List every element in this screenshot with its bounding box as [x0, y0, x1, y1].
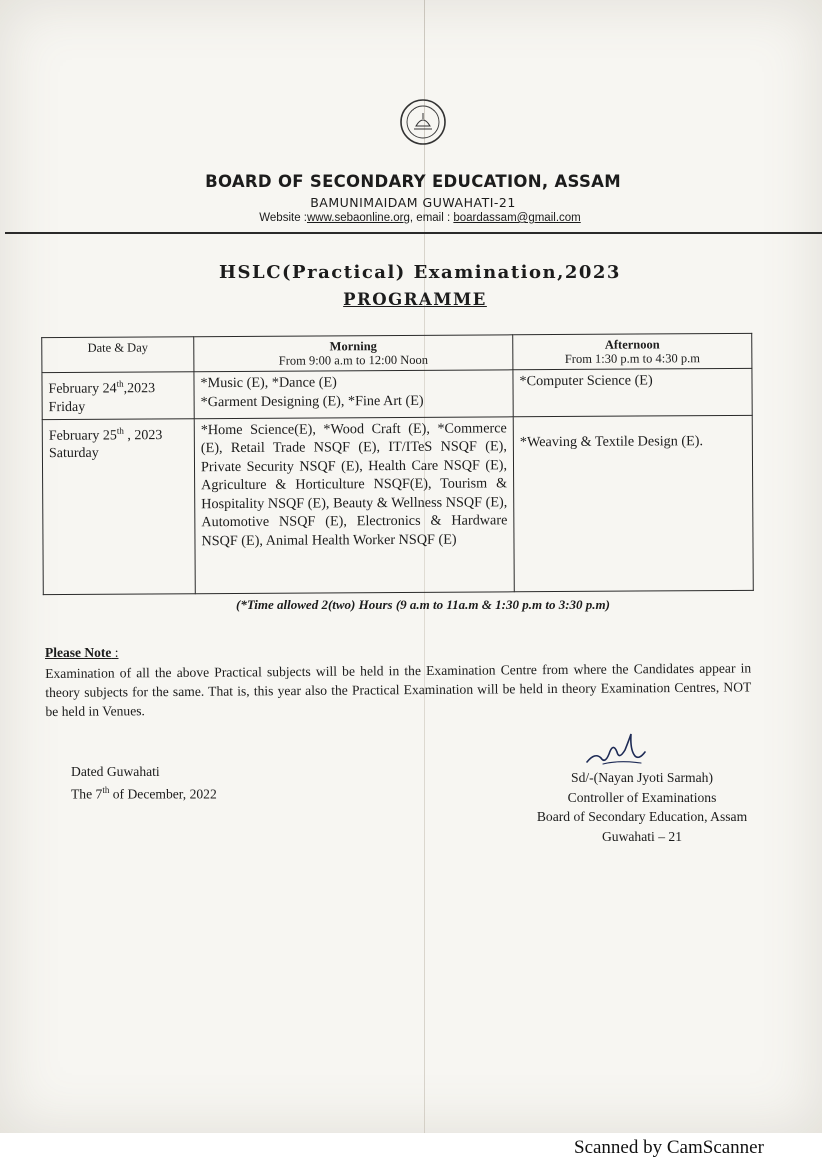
col-header-afternoon: Afternoon From 1:30 p.m to 4:30 p.m — [513, 333, 752, 369]
signatory-org: Board of Secondary Education, Assam — [536, 809, 748, 824]
org-name: BOARD OF SECONDARY EDUCATION, ASSAM — [205, 172, 621, 191]
programme-title: PROGRAMME — [343, 290, 487, 309]
email-prefix: , email : — [409, 212, 454, 224]
time-allowed-note: (*Time allowed 2(two) Hours (9 a.m to 11a.m & 1:30 p.m to 3:30 p.m) — [236, 597, 610, 612]
org-address: BAMUNIMAIDAM GUWAHATI-21 — [310, 195, 516, 210]
website-link[interactable]: www.sebaonline.org — [306, 212, 410, 224]
afternoon-cell: *Computer Science (E) — [513, 368, 752, 416]
col-header-date: Date & Day — [42, 337, 194, 373]
dated-block — [71, 762, 217, 804]
org-contact — [0, 212, 826, 224]
dated-date: The 7th of December, 2022 — [71, 785, 217, 802]
dated-place: Dated Guwahati — [71, 764, 160, 779]
morning-cell: *Music (E), *Dance (E) *Garment Designing (E), *Fine Art (E) — [194, 370, 513, 419]
signatory-name: Sd/-(Nayan Jyoti Sarmah) — [571, 770, 713, 785]
scanner-watermark: Scanned by CamScanner — [574, 1137, 764, 1158]
schedule-table — [41, 333, 754, 595]
table-header-row — [42, 333, 752, 372]
signatory-block — [522, 768, 762, 846]
col-header-morning: Morning From 9:00 a.m to 12:00 Noon — [194, 335, 513, 372]
signatory-title: Controller of Examinations — [567, 789, 717, 805]
exam-title: HSLC(Practical) Examination,2023 — [219, 262, 621, 283]
date-cell: February 24th,2023 Friday — [42, 372, 194, 420]
email-link[interactable]: boardassam@gmail.com — [453, 212, 581, 224]
morning-cell: *Home Science(E), *Wood Craft (E), *Commerce (E), Retail Trade NSQF (E), IT/ITeS NSQF (E), Private Security NSQF (E), Health Care NSQF (E), Agriculture & Horticulture NSQF(E), Tourism & Hospitality NSQF (E), Beauty & Wellness NSQF (E), Automotive NSQF (E), Electronics & Hardware NSQF (E), Animal Health Worker NSQF (E) — [194, 416, 514, 593]
date-cell: February 25th , 2023 Saturday — [42, 418, 195, 594]
afternoon-cell: *Weaving & Textile Design (E). — [513, 415, 753, 591]
note-heading: Please Note : — [45, 645, 119, 660]
signatory-city: Guwahati – 21 — [601, 828, 683, 844]
website-prefix: Website : — [259, 212, 307, 224]
header-rule — [5, 232, 822, 234]
note-body: Examination of all the above Practical subjects will be held in the Examination Centre from where the Candidates appear in theory subjects for the same. That is, this year also the Practical Examination will be held in theory Examination Centres, NOT be held in Venues. — [45, 660, 752, 719]
table-row — [42, 368, 752, 419]
table-row — [42, 415, 753, 594]
handwritten-signature — [583, 730, 653, 770]
seba-emblem-icon — [392, 96, 454, 148]
